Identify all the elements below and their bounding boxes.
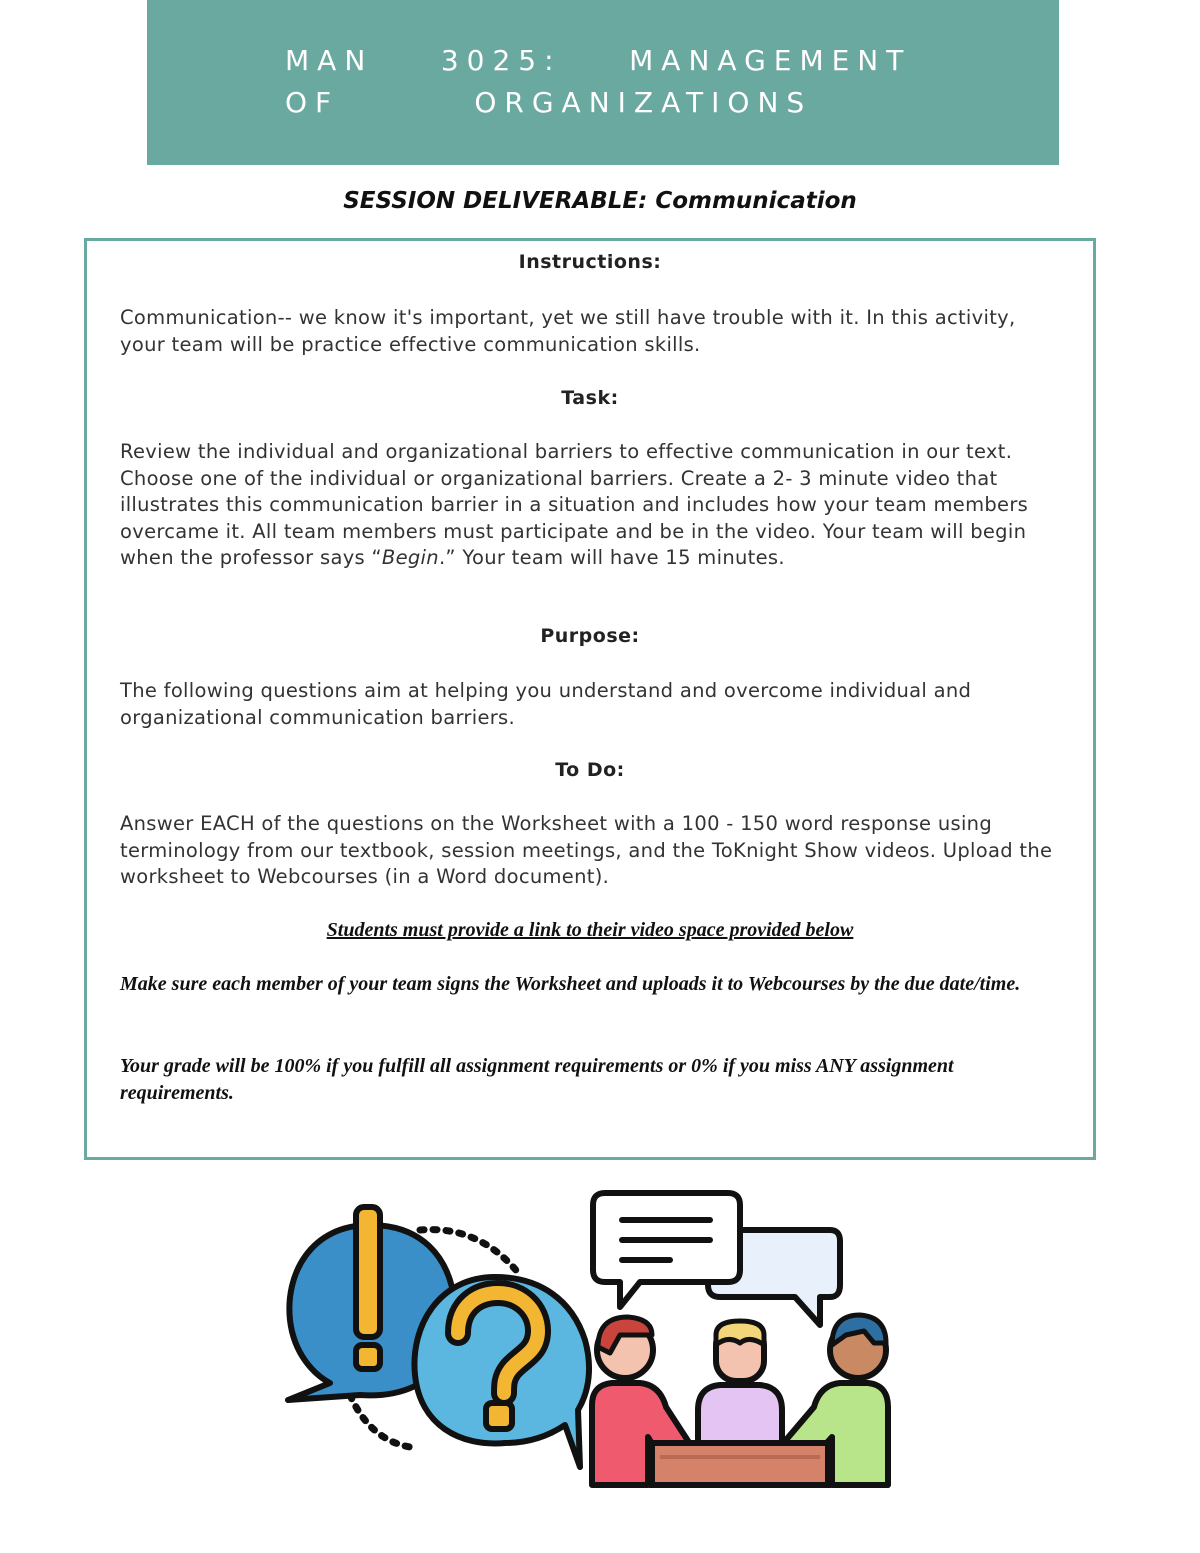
sign-upload-note: Make sure each member of your team signs the Worksheet and uploads it to Webcourses by the due date/time. bbox=[120, 973, 1021, 995]
header-banner bbox=[147, 0, 1059, 165]
video-link-note: Students must provide a link to their video space provided below bbox=[326, 919, 854, 941]
todo-text: Answer EACH of the questions on the Worksheet with a 100 - 150 word response using terminology from our textbook, session meetings, and the ToKnight Show videos. Upload the worksheet to Webcourses (in a Word document). bbox=[120, 812, 1053, 888]
session-title: SESSION DELIVERABLE: Communication bbox=[343, 188, 857, 214]
purpose-heading: Purpose: bbox=[540, 625, 640, 647]
course-title-line-2: OF ORGANIZATIONS bbox=[285, 86, 813, 119]
task-heading: Task: bbox=[561, 387, 619, 409]
team-meeting-icon bbox=[592, 1315, 888, 1485]
instructions-text: Communication-- we know it's important, yet we still have trouble with it. In this activity, your team will be practice effective communication skills. bbox=[120, 306, 1016, 356]
instructions-heading: Instructions: bbox=[518, 251, 662, 273]
purpose-text: The following questions aim at helping you understand and overcome individual and organizational communication barriers. bbox=[120, 679, 972, 729]
course-title-line-1: MAN 3025: MANAGEMENT bbox=[285, 44, 912, 77]
question-bubble-icon bbox=[414, 1277, 589, 1467]
communication-illustration bbox=[280, 1185, 910, 1505]
instructions-box bbox=[84, 238, 1096, 1160]
chat-bubbles-icon bbox=[593, 1193, 840, 1325]
begin-italic: Begin bbox=[381, 546, 439, 569]
task-text: Review the individual and organizational barriers to effective communication in our text. Choose one of the individual or organizational barriers. Create a 2- 3 minute video that illustrates this communication barrier in a situation and includes how your team members overcame it. All team members must participate and be in the video. Your team will begin when the professor says “Begin.” Your team will have 15 minutes. bbox=[120, 440, 1029, 569]
grading-note: Your grade will be 100% if you fulfill all assignment requirements or 0% if you miss ANY assignment requirements. bbox=[120, 1055, 954, 1104]
todo-heading: To Do: bbox=[555, 759, 625, 781]
